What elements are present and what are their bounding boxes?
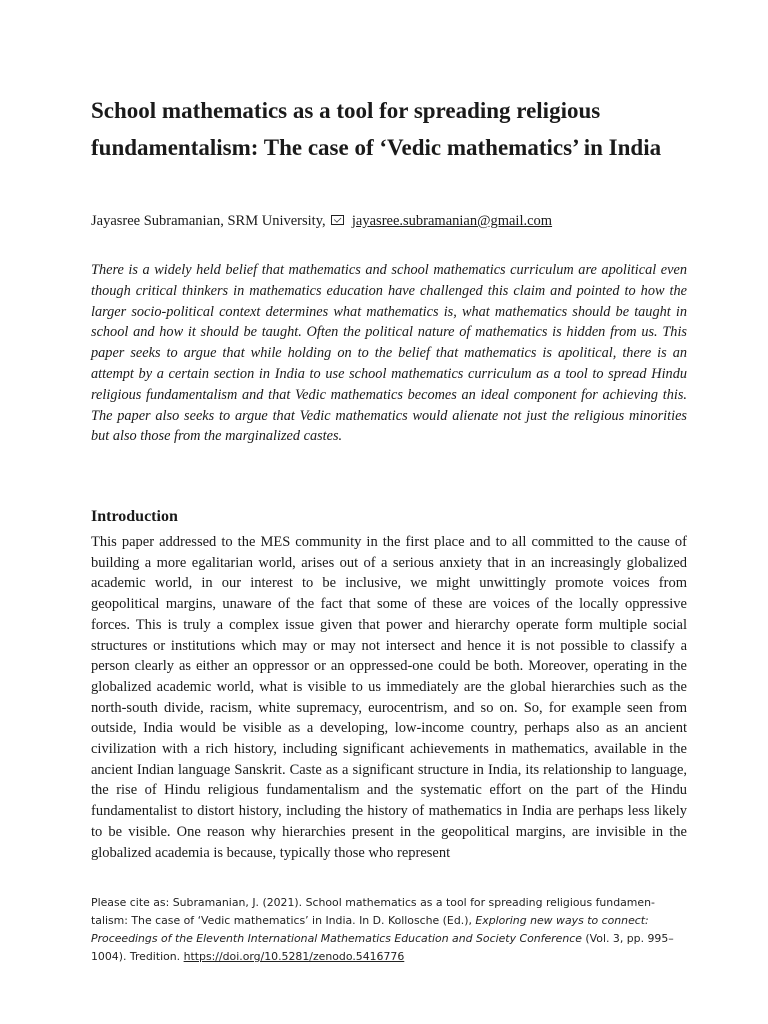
- author-email-link[interactable]: jayasree.subramanian@gmail.com: [351, 213, 553, 229]
- introduction-paragraph: This paper addressed to the MES community in the first place and to all committed to the cause of building a more egalitarian world, arises out of a serious anxiety that in an increasingly globalized academic world, in our interest to be inclusive, we might unwittingly promote voices from geopolitical margins, unaware of the fact that some of these are voices of the locally oppressive forces. This is truly a complex issue given that power and hierarchy operate form multiple social structures or institutions which may or may not intersect and hence it is not possible to classify a person clearly as either an oppressor or an oppressed-one could be both. Moreover, operating in the globalized academic world, what is visible to us immediately are the global hierarchies such as the north-south divide, racism, white supremacy, eurocentrism, and so on. So, for example seen from outside, India would be visible as a developing, low-income country, perhaps also as an ancient civilization with a rich history, including significant achievements in mathematics, available in the ancient Indian language Sanskrit. Caste as a significant structure in India, its relationship to language, the rise of Hindu religious fundamentalism and the systematic effort on the part of the Hindu fundamentalist to distort history, including the history of mathematics in India are perhaps less likely to be visible. One reason why hierarchies present in the geopolitical margins, are invisible in the globalized academia is because, typically those who represent: [91, 534, 687, 861]
- envelope-icon: [331, 215, 344, 225]
- citation-book-title: Exploring new ways to connect: Proceedings of the Eleventh International Mathematics Education and Society Conference: [91, 914, 649, 945]
- section-heading-introduction: Introduction: [91, 508, 178, 525]
- author-line: [91, 211, 691, 231]
- citation-prefix: Please cite as: Subramanian, J. (2021). School mathematics as a tool for spreading religious fundamentalism: The case of ‘Vedic mathematics’ in India. In D. Kollosche (Ed.),: [91, 896, 655, 927]
- abstract: There is a widely held belief that mathematics and school mathematics curriculum are apolitical even though critical thinkers in mathematics education have challenged this claim and pointed to how the larger socio-political context determines what mathematics is, what mathematics should be taught in school and how it should be taught. Often the political nature of mathematics is hidden from us. This paper seeks to argue that while holding on to the belief that mathematics is apolitical, there is an attempt by a certain section in India to use school mathematics curriculum as a tool to spread Hindu religious fundamentalism and that Vedic mathematics becomes an ideal component for achieving this. The paper also seeks to argue that Vedic mathematics would alienate not just the religious minorities but also those from the marginalized castes.: [91, 262, 687, 445]
- paper-title: School mathematics as a tool for spreading religious fundamentalism: The case of ‘Vedic mathematics’ in India: [91, 98, 662, 160]
- citation-doi-link[interactable]: https://doi.org/10.5281/zenodo.5416776: [183, 950, 405, 963]
- citation-details: (Vol. 3, pp. 995–1004). Tredition.: [91, 932, 674, 963]
- citation-footer: [91, 894, 687, 966]
- author-name-affiliation: Jayasree Subramanian, SRM University,: [91, 213, 326, 229]
